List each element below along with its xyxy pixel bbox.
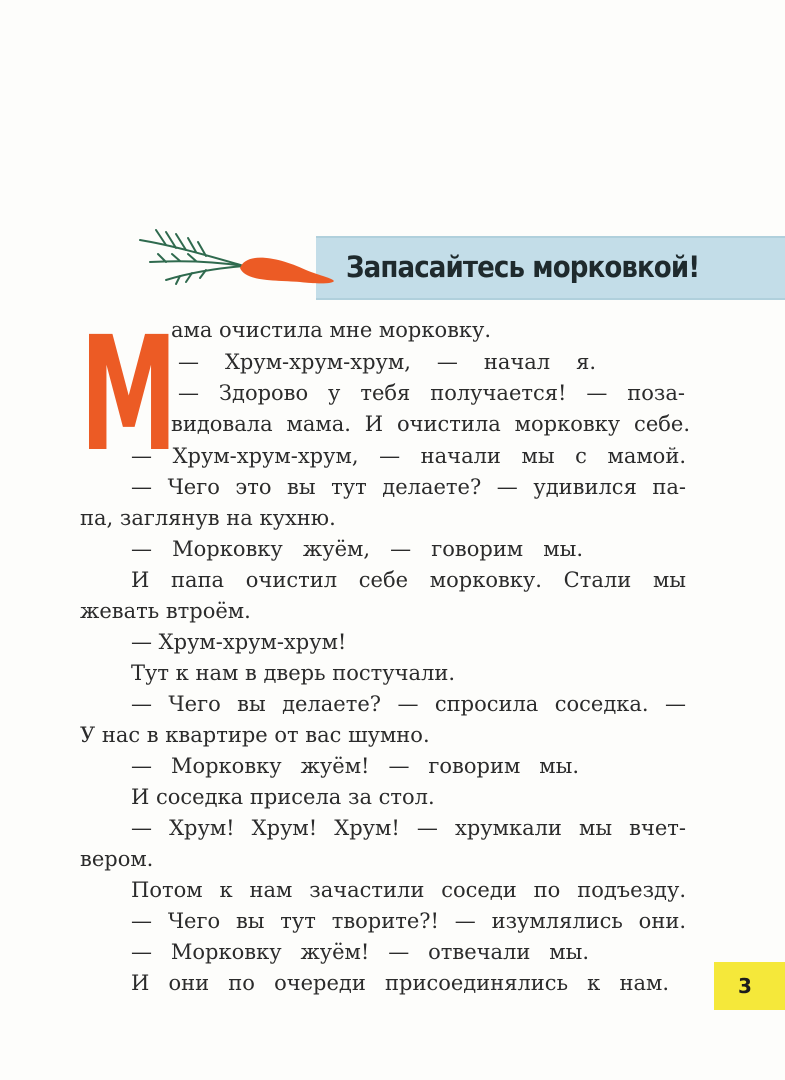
text-line: ама очистила мне морковку. xyxy=(171,318,492,342)
title-band xyxy=(316,236,785,300)
text-line: — Чего это вы тут делаете? — удивился па- xyxy=(131,475,686,499)
text-line: — Хрум-хрум-хрум, — начали мы с мамой. xyxy=(131,444,686,468)
text-line: па, заглянув на кухню. xyxy=(80,506,336,530)
drop-cap: М xyxy=(80,303,178,487)
chapter-title: Запасайтесь морковкой! xyxy=(346,250,700,284)
text-line: — Морковку жуём! — отвечали мы. xyxy=(131,940,589,964)
text-line: — Чего вы делаете? — спросила соседка. — xyxy=(131,692,686,716)
text-line: У нас в квартире от вас шумно. xyxy=(80,723,430,747)
text-line: Тут к нам в дверь постучали. xyxy=(131,661,456,685)
text-line: И соседка присела за стол. xyxy=(131,785,435,809)
page-number-tab xyxy=(714,962,785,1010)
text-line: И папа очистил себе морковку. Стали мы xyxy=(131,568,686,592)
carrot-illustration xyxy=(136,218,336,298)
text-line: — Морковку жуём, — говорим мы. xyxy=(131,537,583,561)
text-line: жевать втроём. xyxy=(80,599,251,623)
text-line: видовала мама. И очистила морковку себе. xyxy=(171,412,690,436)
text-line: вером. xyxy=(80,847,154,871)
text-line: — Хрум! Хрум! Хрум! — хрумкали мы вчет- xyxy=(131,816,686,840)
text-line: — Хрум-хрум-хрум, — начал я. xyxy=(178,350,596,374)
text-line: Потом к нам зачастили соседи по подъезду. xyxy=(131,878,686,902)
text-line: — Хрум-хрум-хрум! xyxy=(131,630,347,654)
text-line: — Чего вы тут творите?! — изумлялись они. xyxy=(131,909,686,933)
text-line: И они по очереди присоединялись к нам. xyxy=(131,971,669,995)
text-line: — Здорово у тебя получается! — поза- xyxy=(178,381,685,405)
text-line: — Морковку жуём! — говорим мы. xyxy=(131,754,579,778)
page-number: 3 xyxy=(738,974,752,998)
